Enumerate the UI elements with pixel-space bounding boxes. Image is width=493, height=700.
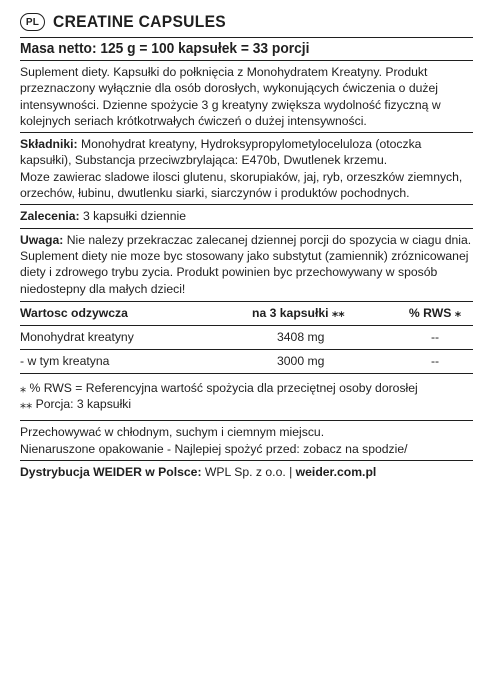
- header-per-serving: na 3 kapsułki ⁎⁎: [252, 301, 397, 325]
- divider: [20, 460, 473, 461]
- warning-text: Nie nalezy przekraczac zalecanej dziennej porcji do spozycia w ciagu dnia. Suplement diety nie moze byc stosowany jako substytut (zamiennik) zróznicowanej diety i zdrowego trybu zycia. Produkt powinien byc przechowywany w sposób niedostepny dla małych dzieci!: [20, 232, 472, 296]
- nutrition-table: [20, 301, 473, 374]
- divider: [20, 60, 473, 61]
- nutrient-amount: 3000 mg: [252, 349, 397, 373]
- label-header: [20, 10, 473, 34]
- divider: [20, 204, 473, 205]
- dosage-label: Zalecenia:: [20, 209, 80, 224]
- divider: [20, 132, 473, 133]
- nutrient-name: - w tym kreatyna: [20, 349, 252, 373]
- distributor-name: WPL Sp. z o.o. |: [201, 465, 296, 480]
- nutrition-table-header: [20, 301, 473, 325]
- footnote-serving: ⁎⁎ Porcja: 3 kapsułki: [20, 397, 132, 412]
- nutrient-rws: --: [397, 325, 473, 349]
- ingredients-label: Składniki:: [20, 137, 78, 152]
- distributor-website: weider.com.pl: [295, 465, 377, 480]
- ingredients-text: Monohydrat kreatyny, Hydroksypropylometyloceluloza (otoczka kapsułki), Substancja przeciwzbrylająca: E470b, Dwutlenek krzemu.: [20, 137, 422, 168]
- divider: [20, 420, 473, 421]
- table-row: [20, 349, 473, 373]
- description-text: Suplement diety. Kapsułki do połknięcia z Monohydratem Kreatyny. Produkt przeznaczony wyłącznie dla osób dorosłych, wykonujących ćwiczenia o dużej intensywności. Dzienne spożycie 3 g kreatyny zwiększa wydolność fizyczną w kolejnych seriach krótkotrwałych ćwiczeń o dużej intensywności.: [20, 65, 441, 128]
- warning-label: Uwaga:: [20, 232, 64, 247]
- distribution-label: Dystrybucja WEIDER w Polsce:: [20, 465, 202, 480]
- allergens-text: Moze zawierac sladowe ilosci glutenu, skorupiaków, jaj, ryb, orzeszków ziemnych, orzechów, łubinu, dwutlenku siarki, siarczynów i produktów pochodnych.: [20, 169, 463, 201]
- dosage-text: 3 kapsułki dziennie: [79, 209, 186, 224]
- storage-instructions: Przechowywać w chłodnym, suchym i ciemnym miejscu.: [20, 425, 325, 440]
- warning-section: [20, 232, 473, 297]
- net-weight: Masa netto: 125 g = 100 kapsułek = 33 porcji: [20, 41, 310, 57]
- nutrient-rws: --: [397, 349, 473, 373]
- ingredients-section: [20, 136, 473, 169]
- table-row: [20, 325, 473, 349]
- nutrient-name: Monohydrat kreatyny: [20, 325, 252, 349]
- best-before-note: Nienaruszone opakowanie - Najlepiej spożyć przed: zobacz na spodzie/: [20, 441, 408, 456]
- dosage-section: [20, 208, 473, 224]
- divider: [20, 37, 473, 38]
- nutrient-amount: 3408 mg: [252, 325, 397, 349]
- product-title: CREATINE CAPSULES: [53, 12, 226, 31]
- language-badge: PL: [20, 13, 45, 31]
- distribution-line: [20, 464, 473, 480]
- divider: [20, 228, 473, 229]
- header-nutrient: Wartosc odzywcza: [20, 301, 252, 325]
- footnote-rws: ⁎ % RWS = Referencyjna wartość spożycia dla przeciętnej osoby dorosłej: [20, 380, 418, 395]
- header-rws: % RWS ⁎: [397, 301, 473, 325]
